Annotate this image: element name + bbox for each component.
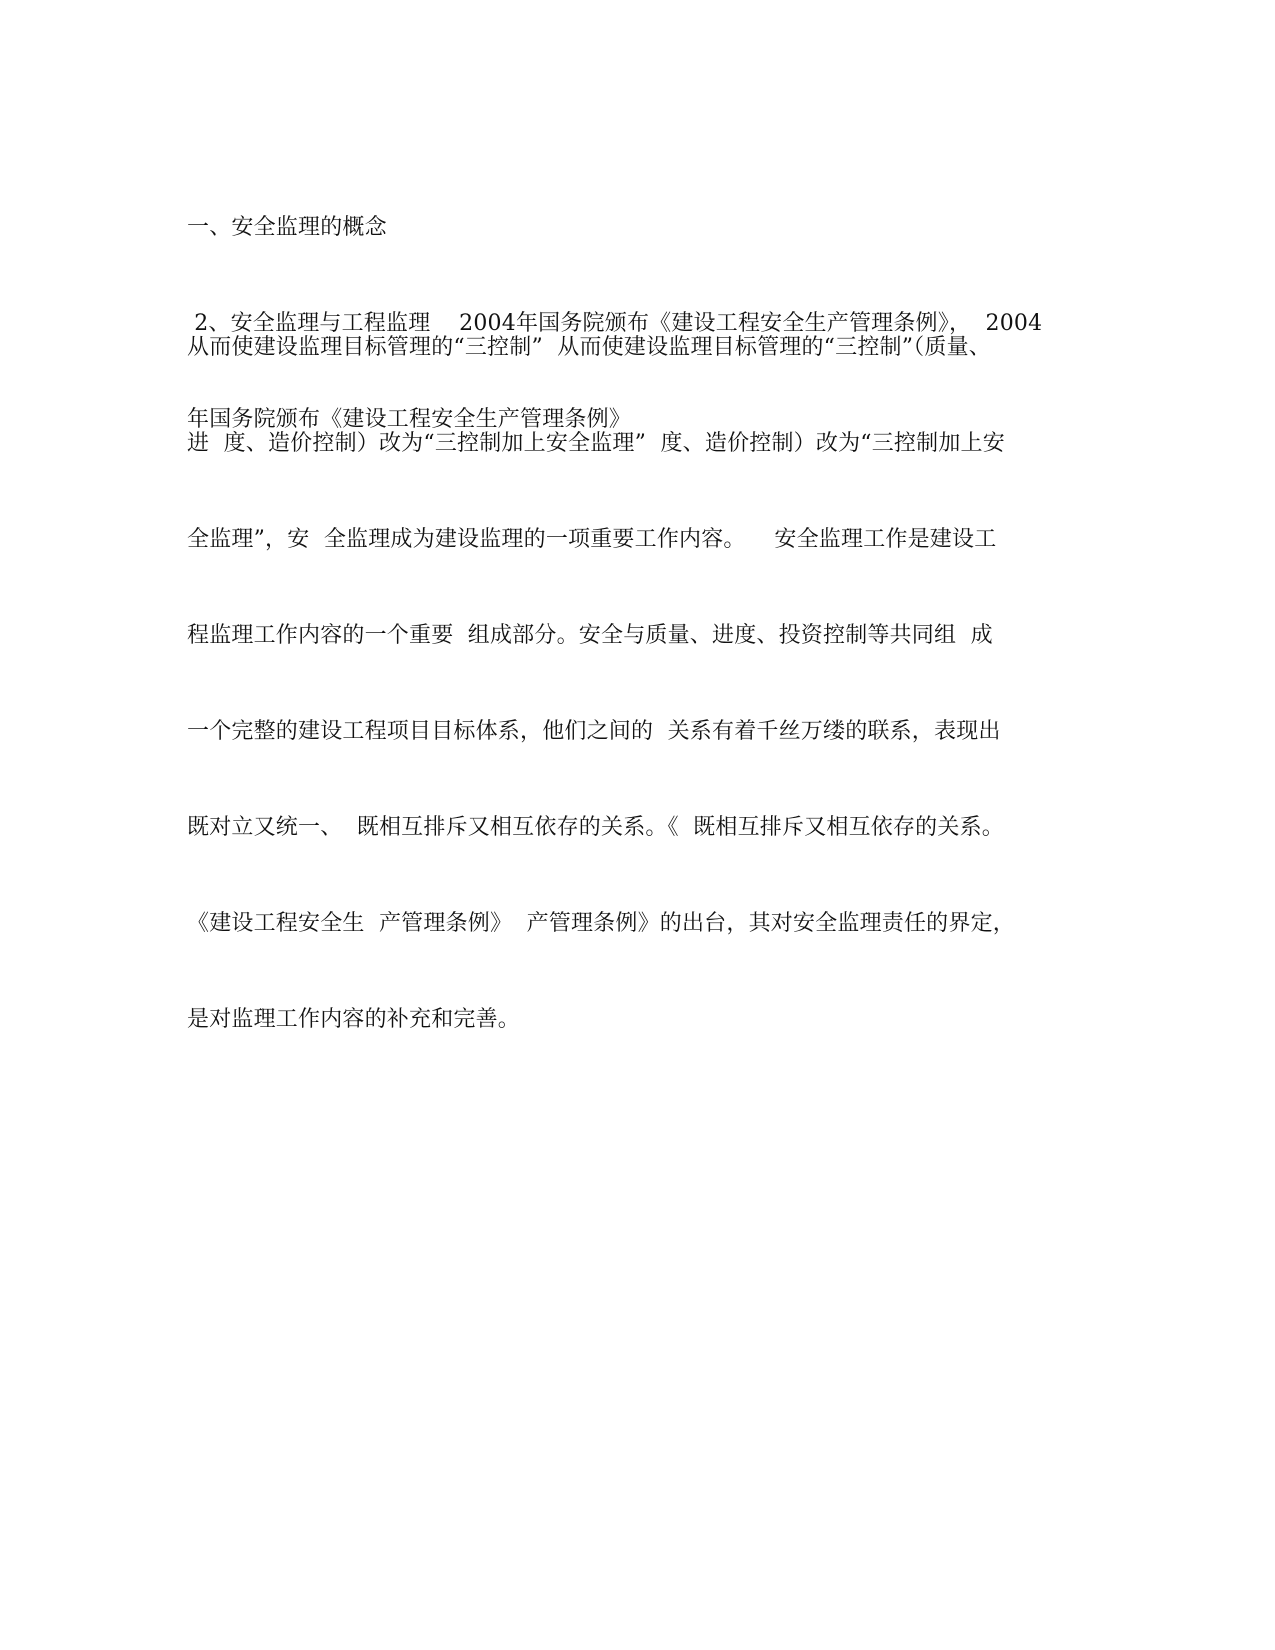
paragraph-line-1: 从而使建设监理目标管理的“三控制” 从而使建设监理目标管理的“三控制”（质量、 <box>187 335 991 360</box>
paragraph-line-8: 是对监理工作内容的补充和完善。 <box>187 1007 521 1032</box>
paragraph-line-2: 进 度、造价控制）改为“三控制加上安全监理” 度、造价控制）改为“三控制加上安 <box>187 431 1005 456</box>
paragraph-line-5: 一个完整的建设工程项目目标体系，他们之间的 关系有着千丝万缕的联系，表现出 <box>187 719 1001 744</box>
subsection-line-2: 年国务院颁布《建设工程安全生产管理条例》 <box>187 407 632 432</box>
paragraph-line-7: 《建设工程安全生 产管理条例》 产管理条例》的出台，其对安全监理责任的界定， <box>187 911 1015 936</box>
paragraph-line-6: 既对立又统一、 既相互排斥又相互依存的关系。《 既相互排斥又相互依存的关系。 <box>187 815 1004 840</box>
body-paragraph <box>187 268 1117 1100</box>
subsection-line-1: 2、安全监理与工程监理 2004年国务院颁布《建设工程安全生产管理条例》， 2004 <box>187 311 1043 336</box>
paragraph-line-4: 程监理工作内容的一个重要 组成部分。安全与质量、进度、投资控制等共同组 成 <box>187 623 993 648</box>
section-title: 一、安全监理的概念 <box>187 215 387 240</box>
paragraph-line-3: 全监理”，安 全监理成为建设监理的一项重要工作内容。 安全监理工作是建设工 <box>187 527 997 552</box>
